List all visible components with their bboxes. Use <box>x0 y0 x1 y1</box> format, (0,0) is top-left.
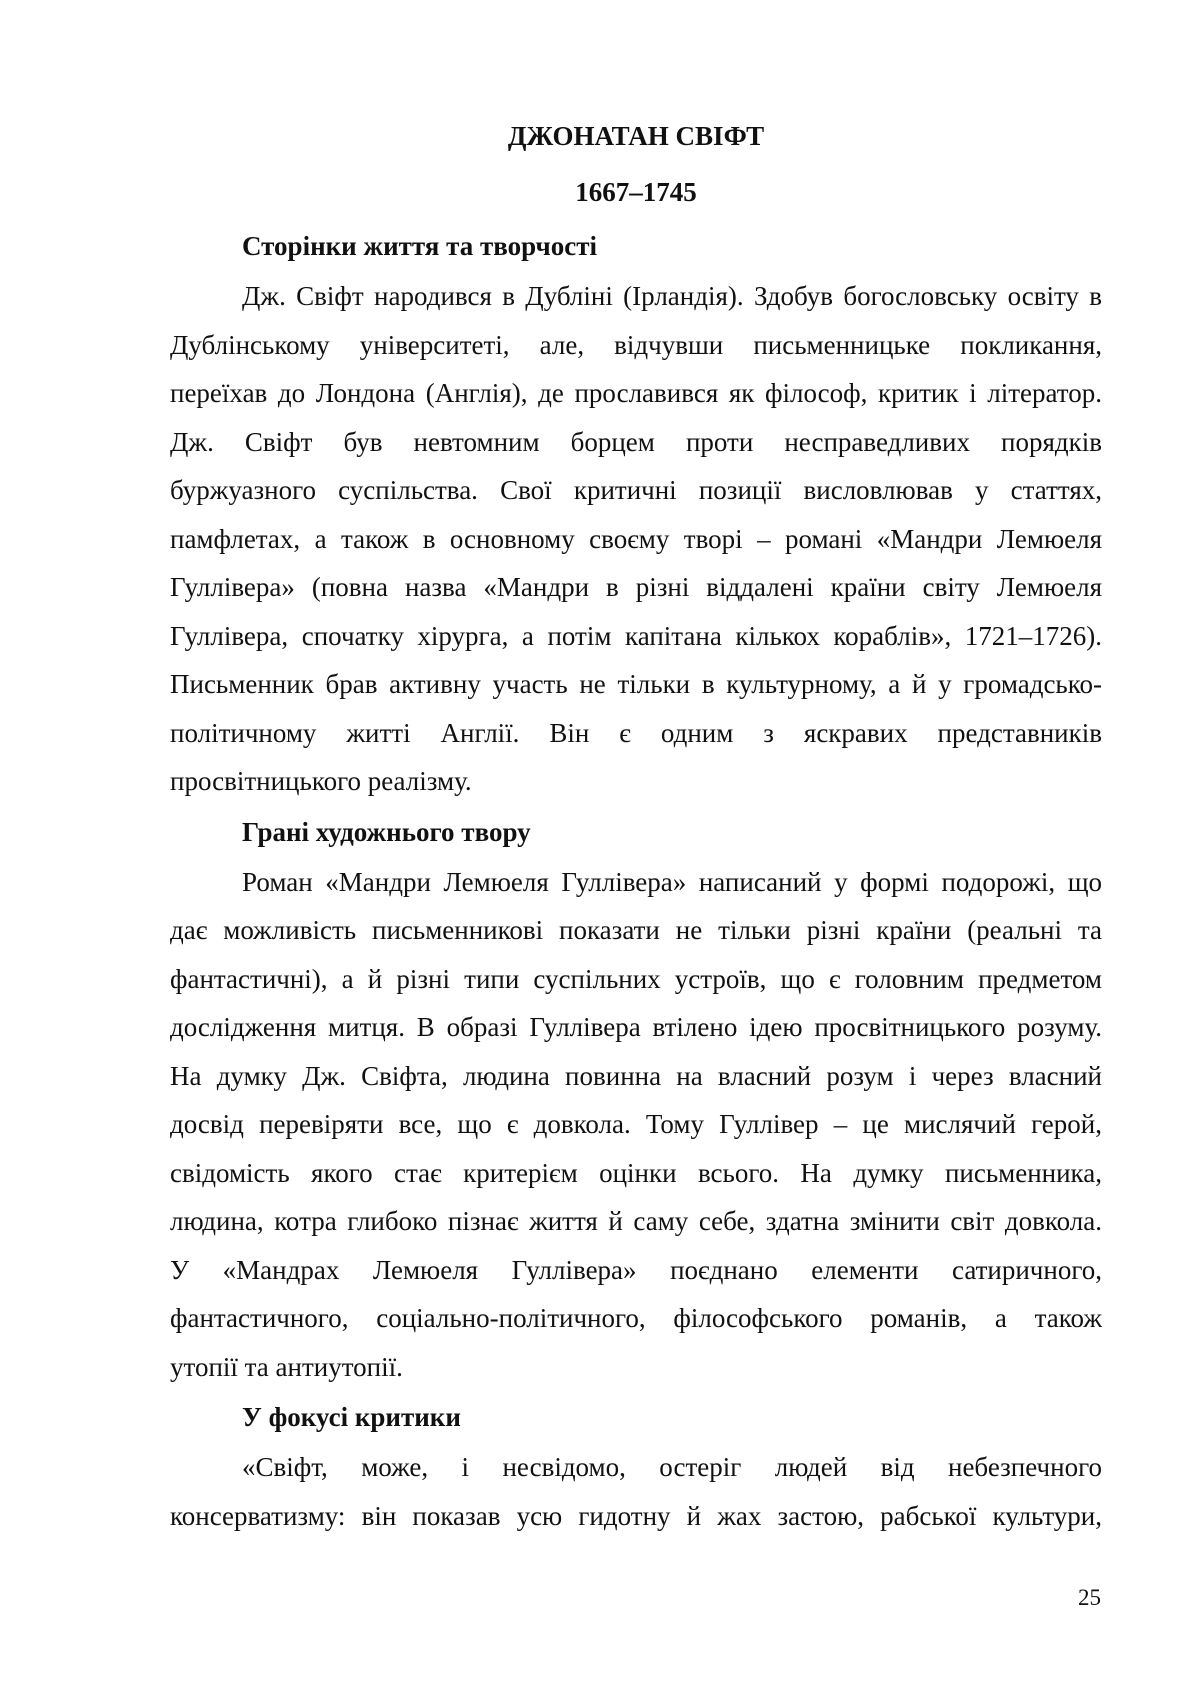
section-paragraph-work <box>170 858 1102 1392</box>
paragraph-line: консерватизму: він показав усю гидотну й жах застою, рабської культури, <box>170 1500 1102 1531</box>
paragraph-line: «Свіфт, може, і несвідомо, остеріг людей від небезпечного <box>242 1452 1102 1482</box>
page-number: 25 <box>1078 1585 1101 1610</box>
paragraph-line: У «Мандрах Лемюеля Гуллівера» поєднано елементи сатиричного, <box>170 1254 1102 1285</box>
paragraph-line: дослідження митця. В образі Гуллівера втілено ідею просвітницького розуму. <box>170 1012 1102 1042</box>
author-years: 1667–1745 <box>575 177 697 207</box>
section-heading-criticism: У фокусі критики <box>242 1402 461 1432</box>
paragraph-line: політичному житті Англії. Він є одним з яскравих представників <box>170 717 1102 748</box>
paragraph-line: Роман «Мандри Лемюеля Гуллівера» написаний у формі подорожі, що <box>242 866 1102 897</box>
author-title: ДЖОНАТАН СВІФТ <box>507 121 765 151</box>
section-heading-work: Грані художнього твору <box>242 816 531 847</box>
paragraph-line: Дж. Свіфт був невтомним борцем проти несправедливих порядків <box>170 426 1102 457</box>
paragraph-line: фантастичні), а й різні типи суспільних устроїв, що є головним предметом <box>170 963 1102 994</box>
paragraph-line: свідомість якого стає критерієм оцінки всього. На думку письменника, <box>170 1157 1102 1188</box>
paragraph-line: переїхав до Лондона (Англія), де прославився як філософ, критик і літератор. <box>170 378 1102 408</box>
paragraph-line: просвітницького реалізму. <box>170 766 472 796</box>
paragraph-line: Гуллівера, спочатку хірурга, а потім капітана кількох кораблів», 1721–1726). <box>170 620 1102 651</box>
paragraph-line: людина, котра глибоко пізнає життя й саму себе, здатна змінити світ довкола. <box>170 1206 1102 1236</box>
paragraph-line: досвід перевіряти все, що є довкола. Тому Гуллівер – це мислячий герой, <box>170 1109 1102 1139</box>
section-paragraph-life <box>170 272 1102 806</box>
paragraph-line: дає можливість письменникові показати не тільки різні країни (реальні та <box>170 915 1102 945</box>
paragraph-line: утопії та антиутопії. <box>170 1351 403 1382</box>
paragraph-line: Гуллівера» (повна назва «Мандри в різні віддалені країни світу Лемюеля <box>170 572 1102 602</box>
section-paragraph-criticism <box>170 1443 1102 1540</box>
section-heading-life: Сторінки життя та творчості <box>242 231 597 261</box>
paragraph-line: Письменник брав активну участь не тільки в культурному, а й у громадсько- <box>170 669 1102 699</box>
paragraph-line: памфлетах, а також в основному своєму творі – романі «Мандри Лемюеля <box>170 523 1102 554</box>
paragraph-line: Дж. Свіфт народився в Дубліні (Ірландія). Здобув богословську освіту в <box>242 281 1102 311</box>
paragraph-line: фантастичного, соціально-політичного, філософського романів, а також <box>170 1303 1102 1333</box>
paragraph-line: На думку Дж. Свіфта, людина повинна на власний розум і через власний <box>170 1060 1102 1091</box>
page-content <box>170 108 1102 1540</box>
paragraph-line: Дублінському університеті, але, відчувши письменницьке покликання, <box>170 329 1102 360</box>
paragraph-line: буржуазного суспільства. Свої критичні позиції висловлював у статтях, <box>170 475 1102 505</box>
